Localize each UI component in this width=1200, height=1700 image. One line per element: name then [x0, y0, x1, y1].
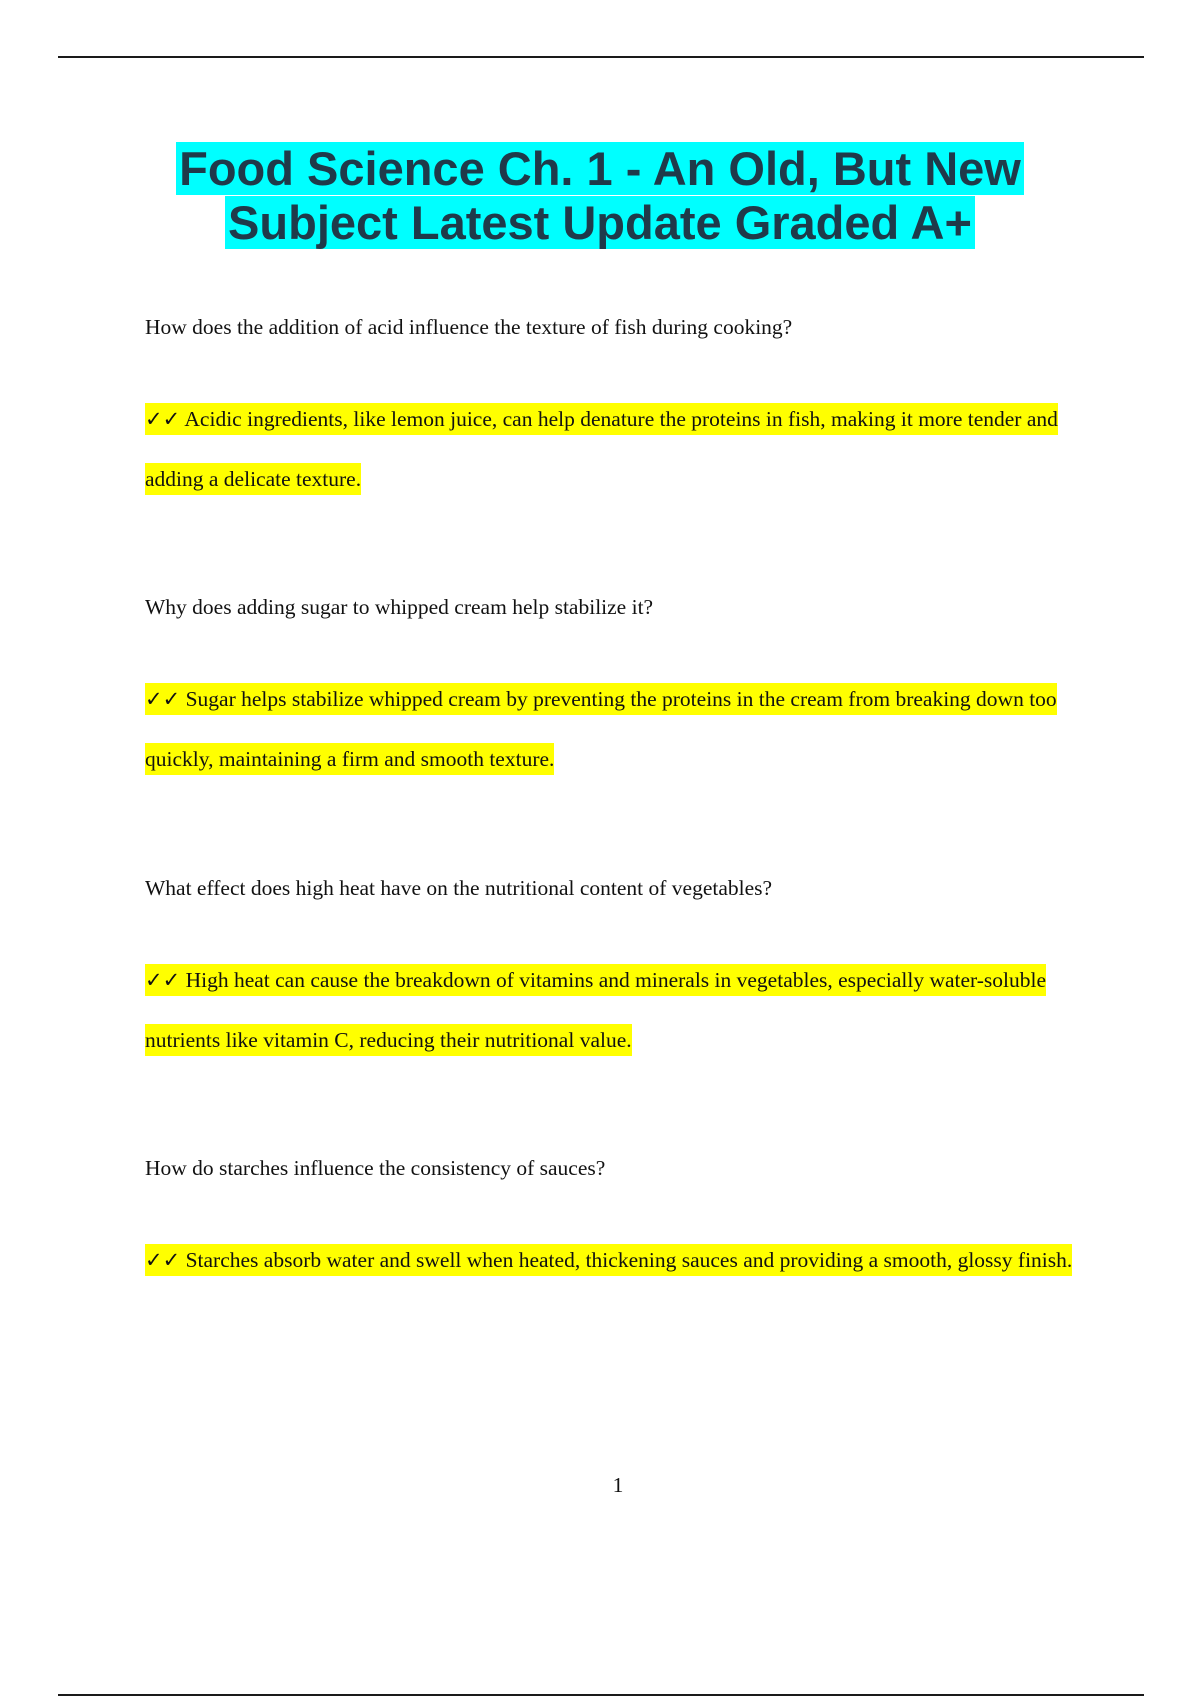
- answer-highlight: [145, 1244, 1072, 1276]
- answer-block: [145, 1230, 1075, 1290]
- page-number: 1: [612, 1473, 624, 1497]
- answer-text: Acidic ingredients, like lemon juice, can help denature the proteins in fish, making it more tender and adding a delicate texture.: [145, 407, 1058, 491]
- checkmark-icon: ✓✓: [145, 687, 181, 711]
- answer-text: Starches absorb water and swell when heated, thickening sauces and providing a smooth, glossy finish.: [185, 1248, 1073, 1272]
- answer-text: Sugar helps stabilize whipped cream by preventing the proteins in the cream from breaking down too quickly, maintaining a firm and smooth texture.: [145, 687, 1057, 771]
- question-text: How does the addition of acid influence the texture of fish during cooking?: [145, 315, 793, 339]
- qa-item: [145, 873, 1075, 1070]
- answer-text: High heat can cause the breakdown of vitamins and minerals in vegetables, especially water-soluble nutrients like vitamin C, reducing their nutritional value.: [145, 968, 1047, 1052]
- answer-highlight: [145, 403, 1058, 495]
- bottom-rule: [58, 1694, 1144, 1696]
- qa-item: [145, 312, 1075, 509]
- qa-item: [145, 1153, 1075, 1290]
- answer-block: [145, 950, 1075, 1070]
- question-text: How do starches influence the consistency of sauces?: [145, 1156, 606, 1180]
- answer-block: [145, 389, 1075, 509]
- document-title: [100, 142, 1100, 250]
- checkmark-icon: ✓✓: [145, 407, 181, 431]
- qa-item: [145, 592, 1075, 789]
- answer-highlight: [145, 964, 1046, 1056]
- document-title-text: Food Science Ch. 1 - An Old, But New Subject Latest Update Graded A+: [176, 142, 1024, 249]
- question-text: What effect does high heat have on the nutritional content of vegetables?: [145, 876, 773, 900]
- question-text: Why does adding sugar to whipped cream help stabilize it?: [145, 595, 654, 619]
- answer-block: [145, 669, 1075, 789]
- checkmark-icon: ✓✓: [145, 968, 181, 992]
- checkmark-icon: ✓✓: [145, 1248, 181, 1272]
- answer-highlight: [145, 683, 1057, 775]
- top-rule: [58, 56, 1144, 58]
